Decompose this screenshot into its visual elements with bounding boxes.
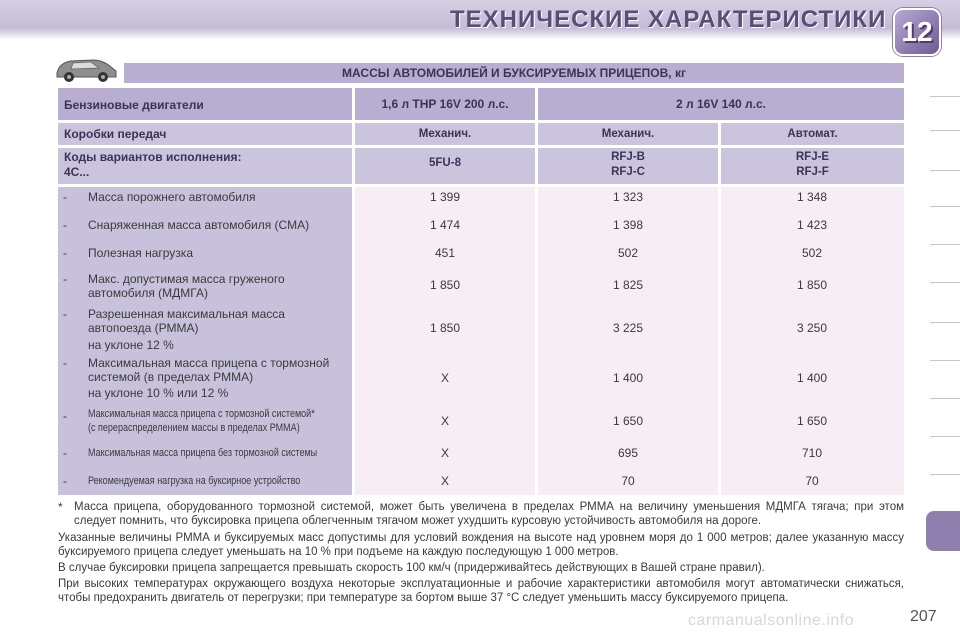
row-value: 70	[621, 474, 635, 488]
chapter-badge: 12	[893, 8, 941, 56]
side-tab-divider	[930, 244, 960, 245]
row-label-line2: системой (в пределах РММА)	[88, 370, 254, 384]
row-value: 1 850	[429, 278, 461, 292]
row-value: 1 650	[796, 414, 828, 428]
row-dash: -	[63, 356, 67, 370]
side-tab-divider	[930, 96, 960, 97]
row-label: Снаряженная масса автомобиля (СМА)	[88, 218, 310, 232]
gearbox-label-text: Коробки передач	[64, 127, 167, 141]
gearbox-2-text: Механич.	[601, 128, 655, 140]
row-label: Максимальная масса прицепа с тормозной системой*	[88, 408, 315, 420]
engines-label	[58, 88, 352, 120]
row-value: 3 250	[796, 321, 828, 335]
row-value: 1 850	[429, 321, 461, 335]
row-dash: -	[63, 409, 67, 423]
side-tab-divider	[930, 130, 960, 131]
row-dash: -	[63, 446, 67, 460]
row-value: X	[440, 414, 449, 428]
table-title: МАССЫ АВТОМОБИЛЕЙ И БУКСИРУЕМЫХ ПРИЦЕПОВ, кг	[124, 63, 904, 83]
codes-label	[58, 148, 352, 184]
engines-label-text: Бензиновые двигатели	[64, 98, 204, 112]
row-label: Полезная нагрузка	[88, 246, 193, 260]
row-label-line2: (с перераспределением массы в пределах РММА)	[88, 422, 300, 434]
codes-label-line2: 4C...	[64, 165, 90, 179]
row-value: 1 348	[796, 190, 828, 204]
gearbox-1-text: Механич.	[418, 128, 472, 140]
row-value: 502	[801, 246, 823, 260]
row-value: 695	[617, 446, 639, 460]
row-dash: -	[63, 307, 67, 321]
row-label-line3: на уклоне 12 %	[88, 338, 174, 352]
code-2	[538, 148, 718, 184]
row-label: Рекомендуемая нагрузка на буксирное устройство	[88, 475, 301, 487]
row-value: 70	[805, 474, 819, 488]
row-value: 1 650	[612, 414, 644, 428]
footnote-text: Масса прицепа, оборудованного тормозной системой, может быть увеличена в пределах РММА на величину уменьшения МДМГА тягача; при этом следует помнить, что буксировка прицепа облегченным тягачом может ухудшить курсовую устойчивость автомобиля на дороге.	[74, 501, 904, 527]
row-value: 451	[434, 246, 456, 260]
row-dash: -	[63, 218, 67, 232]
engine-1-text: 1,6 л THP 16V 200 л.с.	[381, 97, 509, 111]
row-value: 1 825	[612, 278, 644, 292]
row-value: 1 323	[612, 190, 644, 204]
paragraph-speed: В случае буксировки прицепа запрещается превышать скорость 100 км/ч (придерживайтесь действующих в Вашей стране правил).	[58, 562, 765, 574]
page-title: ТЕХНИЧЕСКИЕ ХАРАКТЕРИСТИКИ	[450, 6, 887, 33]
code-3-line2: RFJ-F	[796, 166, 829, 178]
code-1	[355, 148, 535, 184]
gearbox-2	[538, 123, 718, 145]
footnote-star: *	[58, 500, 63, 514]
side-tab-divider	[930, 206, 960, 207]
row-label: Масса порожнего автомобиля	[88, 190, 256, 204]
side-tab-divider	[930, 360, 960, 361]
row-value: 1 850	[796, 278, 828, 292]
row-value: 1 399	[429, 190, 461, 204]
row-dash: -	[63, 190, 67, 204]
engine-2-text: 2 л 16V 140 л.с.	[676, 97, 766, 111]
watermark: carmanualsonline.info	[688, 612, 855, 629]
chapter-tab-active[interactable]	[926, 511, 960, 551]
row-label: Максимальная масса прицепа с тормозной	[88, 356, 330, 370]
paragraph-altitude: Указанные величины РММА и буксируемых масс допустимы для условий вождения на высоте над уровнем моря до 1 000 метров; далее указанную массу буксируемого прицепа следует уменьшать на 10 % при подъеме на каждую последующую 1 000 метров.	[58, 532, 904, 558]
gearbox-label	[58, 123, 352, 145]
row-dash: -	[63, 246, 67, 260]
side-tab-divider	[930, 322, 960, 323]
code-3	[721, 148, 904, 184]
row-label-line2: автомобиля (МДМГА)	[88, 286, 208, 300]
car-icon	[53, 53, 119, 83]
row-value: 1 400	[796, 371, 828, 385]
row-value: 502	[617, 246, 639, 260]
row-dash: -	[63, 272, 67, 286]
side-tab-divider	[930, 398, 960, 399]
row-value: 1 398	[612, 218, 644, 232]
engine-1-header	[355, 88, 535, 120]
row-value: X	[440, 446, 449, 460]
row-dash: -	[63, 474, 67, 488]
paragraph-temperature: При высоких температурах окружающего воздуха некоторые эксплуатационные и рабочие характеристики автомобиля могут автоматически снижаться, чтобы предохранить двигатель от перегрузки; при температуре за бортом выше 37 °C следует уменьшить массу буксируемого прицепа.	[58, 578, 904, 604]
row-label: Макс. допустимая масса груженого	[88, 272, 285, 286]
code-1-line1: 5FU-8	[429, 157, 461, 169]
codes-label-line1: Коды вариантов исполнения:	[64, 150, 242, 164]
code-3-line1: RFJ-E	[795, 151, 830, 163]
row-value: 710	[801, 446, 823, 460]
page-number: 207	[910, 608, 937, 625]
side-tab-divider	[930, 170, 960, 171]
row-value: X	[440, 474, 449, 488]
gearbox-3-text: Автомат.	[787, 128, 838, 140]
gearbox-3	[721, 123, 904, 145]
code-2-line2: RFJ-C	[611, 166, 645, 178]
code-2-line1: RFJ-B	[611, 151, 645, 163]
row-label: Разрешенная максимальная масса	[88, 307, 285, 321]
gearbox-1	[355, 123, 535, 145]
row-label-line3: на уклоне 10 % или 12 %	[88, 386, 229, 400]
engine-2-header	[538, 88, 904, 120]
row-label: Максимальная масса прицепа без тормозной системы	[88, 447, 318, 459]
row-label-line2: автопоезда (РММА)	[88, 321, 199, 335]
side-tab-divider	[930, 474, 960, 475]
row-value: 1 400	[612, 371, 644, 385]
row-value: 1 423	[796, 218, 828, 232]
row-value: X	[440, 371, 449, 385]
row-value: 1 474	[429, 218, 461, 232]
side-tab-divider	[930, 282, 960, 283]
side-tab-divider	[930, 436, 960, 437]
row-value: 3 225	[612, 321, 644, 335]
